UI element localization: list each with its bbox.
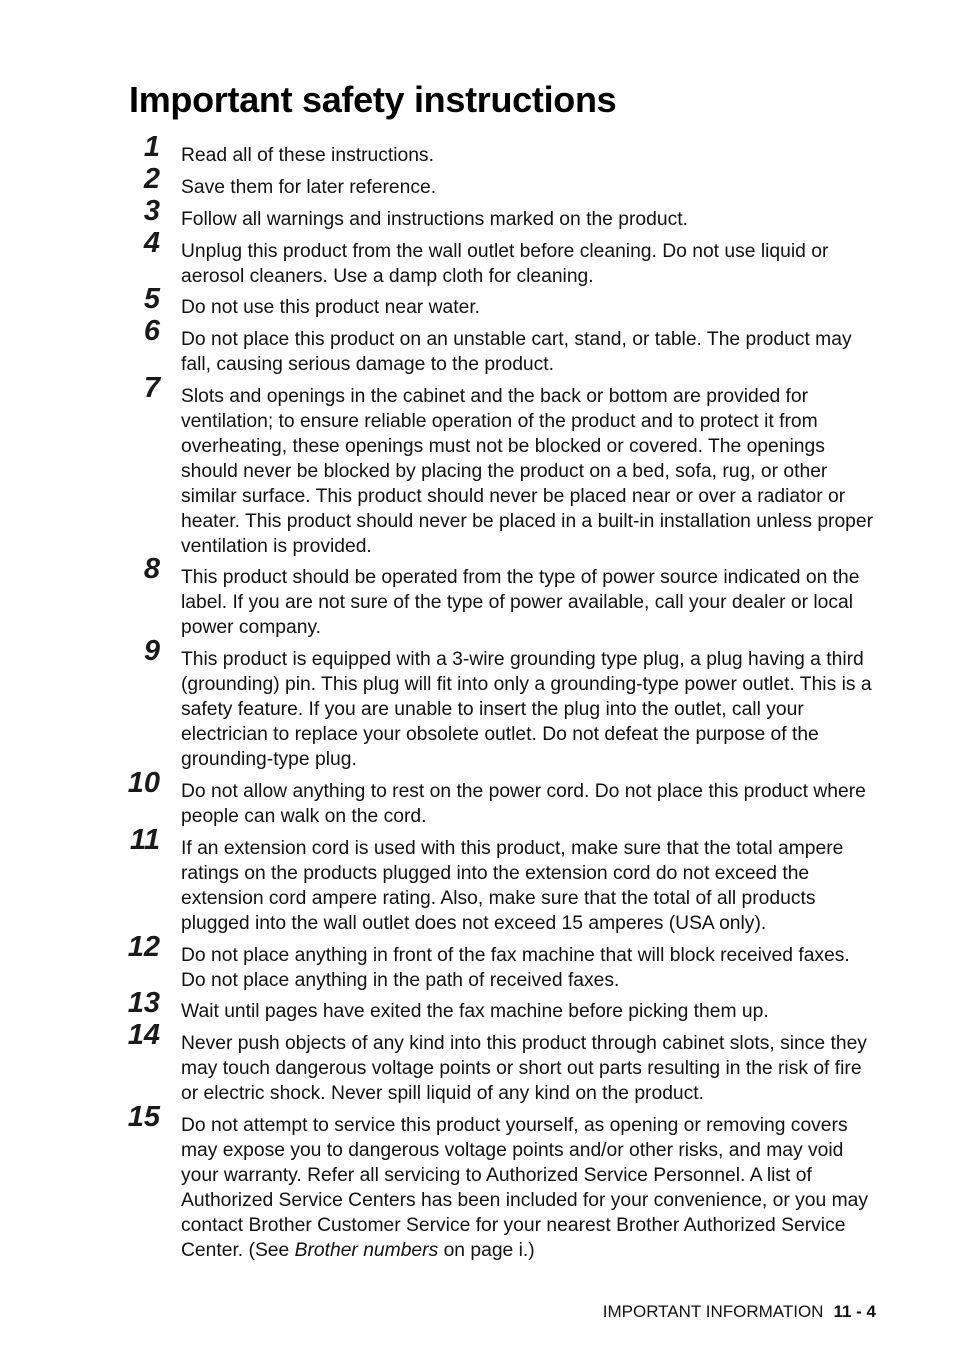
item-text: Wait until pages have exited the fax machine before picking them up. <box>181 1001 769 1022</box>
page-title: Important safety instructions <box>129 79 617 120</box>
item-number: 8 <box>143 553 160 585</box>
item-text: Do not place this product on an unstable cart, stand, or table. The product may fall, causing serious damage to the product. <box>181 329 852 375</box>
item-text: Never push objects of any kind into this product through cabinet slots, since they may touch dangerous voltage points or short out parts resulting in the risk of fire or electric shock. Never spill liquid of any kind on the product. <box>181 1033 867 1104</box>
item-number: 15 <box>127 1101 160 1133</box>
item-number: 3 <box>143 195 160 227</box>
item-number: 12 <box>127 931 160 963</box>
item-text-tail: on page i.) <box>438 1240 535 1261</box>
item-text: This product should be operated from the type of power source indicated on the label. If you are not sure of the type of power available, call your dealer or local power company. <box>181 567 860 638</box>
item-number: 7 <box>143 372 160 404</box>
item-number: 9 <box>143 635 160 667</box>
item-number: 2 <box>143 163 160 195</box>
item-text: Do not place anything in front of the fax machine that will block received faxes. Do not place anything in the path of received faxes. <box>181 945 850 991</box>
item-number: 4 <box>143 227 160 259</box>
item-text: Save them for later reference. <box>181 177 437 198</box>
item-text: This product is equipped with a 3-wire grounding type plug, a plug having a third (grounding) pin. This plug will fit into only a grounding-type power outlet. This is a safety feature. If you are unable to insert the plug into the outlet, call your electrician to replace your obsolete outlet. Do not defeat the purpose of the grounding-type plug. <box>181 649 872 770</box>
item-number: 1 <box>143 131 160 163</box>
item-text: Slots and openings in the cabinet and the back or bottom are provided for ventilation; to ensure reliable operation of the product and to protect it from overheating, these openings must not be blocked or covered. The openings should never be blocked by placing the product on a bed, sofa, rug, or other similar surface. This product should never be placed near or over a radiator or heater. This product should never be placed in a built-in installation unless proper ventilation is provided. <box>181 386 874 557</box>
item-text: Do not allow anything to rest on the power cord. Do not place this product where people can walk on the cord. <box>181 781 866 827</box>
brother-numbers-reference: Brother numbers <box>294 1240 439 1261</box>
item-text: Do not use this product near water. <box>181 297 481 318</box>
item-number: 5 <box>143 283 160 315</box>
item-text-main: Do not attempt to service this product yourself, as opening or removing covers may expose you to dangerous voltage points and/or other risks, and may void your warranty. Refer all servicing to Authorized Service Personnel. A list of Authorized Service Centers has been included for your convenience, or you may contact Brother Customer Service for your nearest Brother Authorized Service Center. (See <box>181 1115 869 1261</box>
item-number: 6 <box>143 315 160 347</box>
item-number: 13 <box>127 987 160 1019</box>
item-text: Read all of these instructions. <box>181 145 434 166</box>
item-number: 14 <box>127 1019 160 1051</box>
item-text: Follow all warnings and instructions marked on the product. <box>181 209 688 230</box>
item-text: If an extension cord is used with this product, make sure that the total ampere ratings on the products plugged into the extension cord do not exceed the extension cord ampere rating. Also, make sure that the total of all products plugged into the wall outlet does not exceed 15 amperes (USA only). <box>181 838 844 934</box>
item-number: 10 <box>127 767 160 799</box>
item-number: 11 <box>129 824 160 856</box>
page-number: 11 - 4 <box>833 1302 876 1321</box>
item-text: Unplug this product from the wall outlet before cleaning. Do not use liquid or aerosol cleaners. Use a damp cloth for cleaning. <box>181 241 829 287</box>
page-footer <box>603 1301 876 1323</box>
item-text <box>181 1113 876 1263</box>
footer-section-title: IMPORTANT INFORMATION <box>602 1302 824 1321</box>
